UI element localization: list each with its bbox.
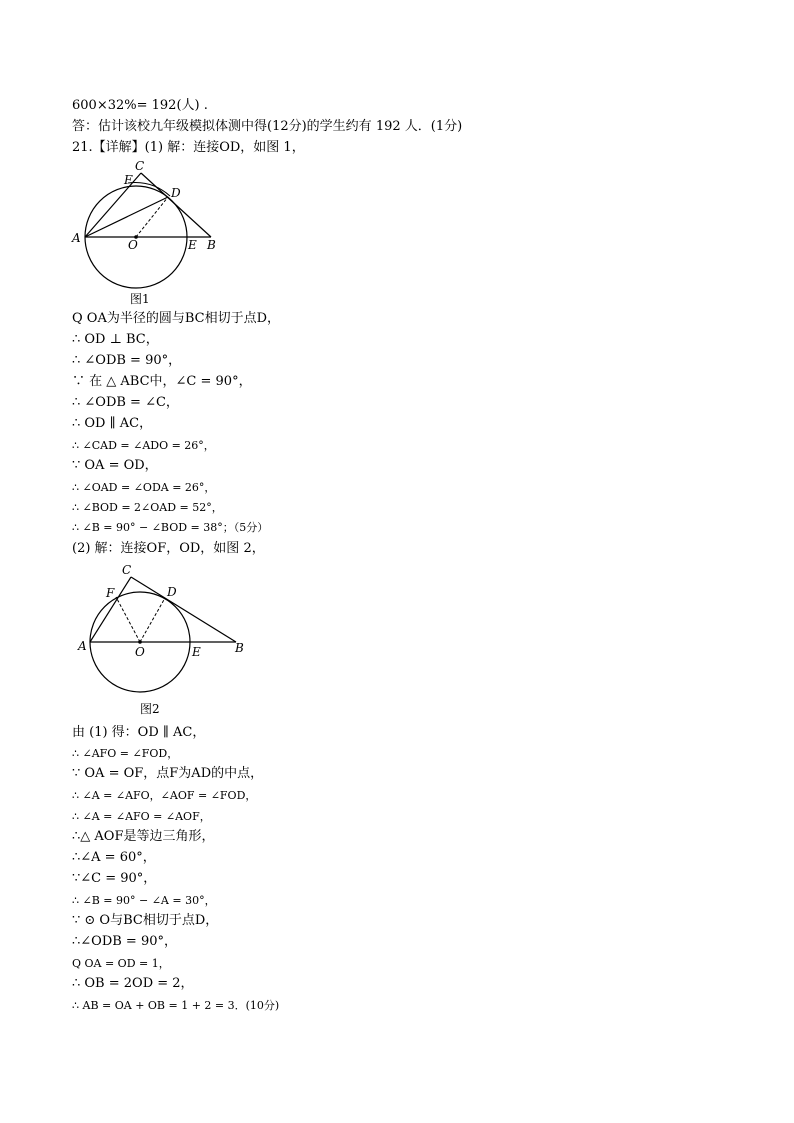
- text-line-23: ∵∠C = 90°，: [72, 871, 157, 886]
- text-line-27: Q OA = OD = 1，: [72, 957, 170, 970]
- text-line-25: ∵ ⊙ O与BC相切于点D，: [72, 913, 219, 928]
- text-line-26: ∴∠ODB = 90°，: [72, 934, 177, 949]
- fig1-label-O: O: [128, 238, 138, 252]
- text-line-16: 由 (1) 得：OD ∥ AC，: [72, 725, 206, 740]
- fig1-label-A: A: [72, 231, 81, 245]
- fig1-label-F: F: [124, 173, 133, 187]
- fig2-point-O: [138, 640, 142, 644]
- fig1-label-C: C: [135, 160, 145, 173]
- text-line-19: ∴ ∠A = ∠AFO，∠AOF = ∠FOD，: [72, 789, 257, 802]
- fig2-segment-OF: [116, 597, 140, 642]
- fig2-label-B: B: [235, 641, 244, 655]
- text-line-18: ∵ OA = OF，点F为AD的中点，: [72, 766, 264, 781]
- text-line-24: ∴ ∠B = 90° − ∠A = 30°，: [72, 894, 216, 907]
- fig2-label-E: E: [192, 645, 201, 659]
- figure-2-caption: 图2: [140, 702, 160, 716]
- fig1-segment-OD: [136, 197, 168, 237]
- text-line-11: ∵ OA = OD，: [72, 458, 158, 473]
- fig2-label-A: A: [78, 639, 87, 653]
- text-line-17: ∴ ∠AFO = ∠FOD，: [72, 747, 179, 760]
- figure-1-caption: 图1: [130, 292, 150, 306]
- fig2-label-D: D: [167, 585, 177, 599]
- question-21-heading: 21.【详解】(1) 解：连接OD，如图 1，: [72, 140, 305, 155]
- text-line-12: ∴ ∠OAD = ∠ODA = 26°，: [72, 481, 216, 494]
- text-line-29: ∴ AB = OA + OB = 1 + 2 = 3．(10分): [72, 999, 280, 1012]
- figure-2-diagram: [76, 560, 256, 700]
- figure-1-diagram: [70, 160, 230, 308]
- fig1-label-E: E: [188, 238, 197, 252]
- text-line-7: ∵ 在 △ ABC中，∠C = 90°，: [72, 374, 252, 389]
- text-line-21: ∴△ AOF是等边三角形，: [72, 829, 215, 844]
- fig2-segment-CB: [131, 577, 236, 642]
- fig2-segment-OD: [140, 598, 165, 642]
- text-line-4: Q OA为半径的圆与BC相切于点D，: [72, 311, 281, 326]
- text-line-20: ∴ ∠A = ∠AFO = ∠AOF，: [72, 810, 211, 823]
- text-line-13: ∴ ∠BOD = 2∠OAD = 52°，: [72, 501, 223, 514]
- fig1-label-D: D: [171, 186, 181, 200]
- fig1-label-B: B: [207, 238, 216, 252]
- text-line-22: ∴∠A = 60°，: [72, 850, 156, 865]
- fig2-label-C: C: [122, 563, 132, 577]
- text-line-14: ∴ ∠B = 90° − ∠BOD = 38°；（5分）: [72, 521, 269, 534]
- fig2-label-F: F: [106, 586, 115, 600]
- text-line-28: ∴ OB = 2OD = 2，: [72, 976, 194, 991]
- text-line-9: ∴ OD ∥ AC，: [72, 416, 153, 431]
- text-line-1: 600×32%= 192(人) .: [72, 98, 208, 113]
- text-line-5: ∴ OD ⊥ BC，: [72, 332, 159, 347]
- text-line-8: ∴ ∠ODB = ∠C，: [72, 395, 179, 410]
- fig2-label-O: O: [135, 645, 145, 659]
- text-line-6: ∴ ∠ODB = 90°，: [72, 353, 182, 368]
- text-line-10: ∴ ∠CAD = ∠ADO = 26°，: [72, 439, 215, 452]
- text-line-2: 答：估计该校九年级模拟体测中得(12分)的学生约有 192 人．(1分): [72, 119, 463, 134]
- text-line-15: (2) 解：连接OF，OD，如图 2，: [72, 541, 265, 556]
